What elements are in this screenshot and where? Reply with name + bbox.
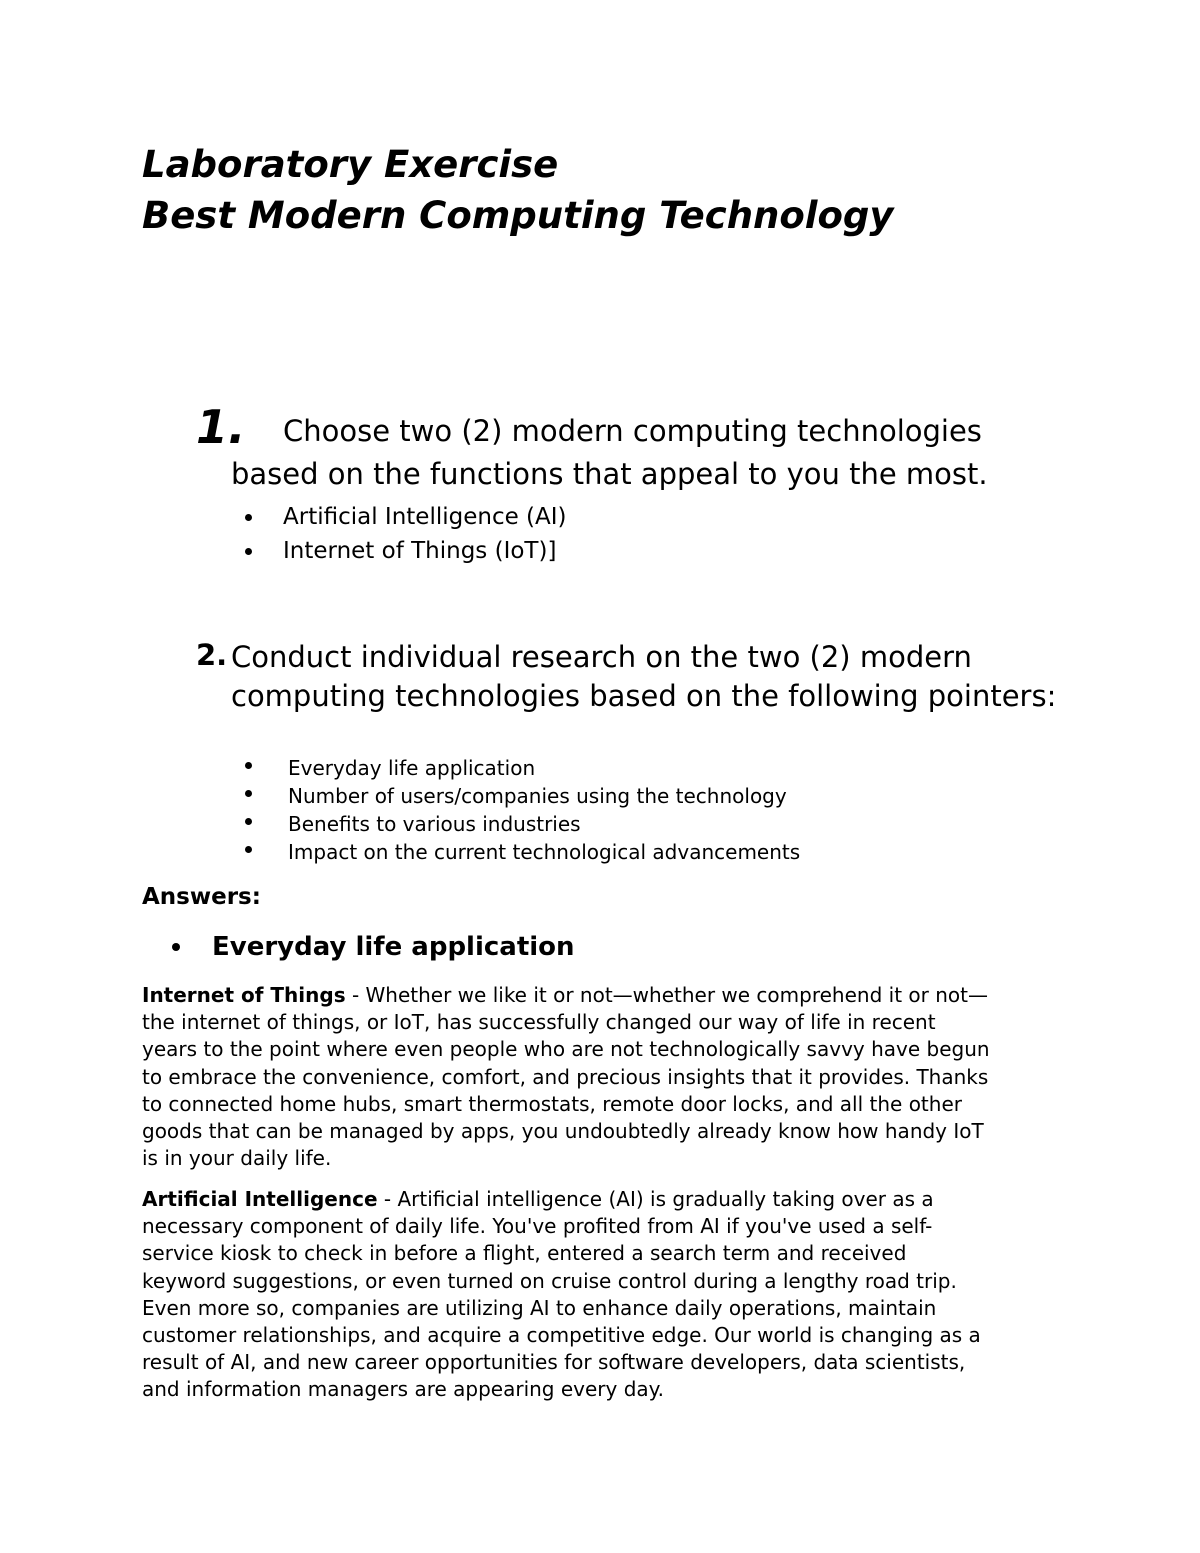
paragraph-line: the internet of things, or IoT, has successfully changed our way of life in recent [142, 1010, 936, 1035]
iot-paragraph [142, 982, 1062, 1172]
paragraph-line-text: - Artificial intelligence (AI) is gradually taking over as a [377, 1187, 934, 1211]
answer-subheading-label: Everyday life application [212, 932, 575, 962]
paragraph-line [142, 1186, 1062, 1213]
list-item-label: Number of users/companies using the technology [288, 784, 787, 808]
bullet-icon [172, 943, 180, 951]
question1-number: 1. [196, 400, 246, 454]
bullet-icon [245, 762, 252, 769]
list-item [245, 754, 800, 782]
ai-paragraph [142, 1186, 1062, 1404]
question2-pointers-list [245, 754, 800, 866]
list-item [245, 838, 800, 866]
bullet-icon [245, 846, 252, 853]
paragraph-line: to connected home hubs, smart thermostats, remote door locks, and all the other [142, 1091, 962, 1116]
list-item [245, 810, 800, 838]
question1-choices-list [245, 500, 567, 568]
list-item [245, 534, 567, 568]
list-item-label: Benefits to various industries [288, 812, 581, 836]
question2-number: 2. [196, 638, 228, 672]
list-item [245, 782, 800, 810]
list-item-label: Everyday life application [288, 756, 536, 780]
answer-subheading [172, 934, 575, 960]
paragraph-line [142, 982, 1062, 1009]
paragraph-line: result of AI, and new career opportunities for software developers, data scientists, [142, 1350, 966, 1375]
question1-text-line1: Choose two (2) modern computing technologies [283, 414, 982, 448]
paragraph-line: to embrace the convenience, comfort, and precious insights that it provides. Thanks [142, 1064, 989, 1089]
question2-text: Conduct individual research on the two (2) modern computing technologies based on the following pointers: [231, 640, 1057, 713]
paragraph-line: keyword suggestions, or even turned on cruise control during a lengthy road trip. [142, 1268, 957, 1293]
paragraph-line: Even more so, companies are utilizing AI to enhance daily operations, maintain [142, 1295, 937, 1320]
list-item-label: Internet of Things (IoT)] [283, 538, 557, 564]
bullet-icon [245, 818, 252, 825]
paragraph-line: and information managers are appearing every day. [142, 1377, 665, 1402]
paragraph-line: goods that can be managed by apps, you undoubtedly already know how handy IoT [142, 1119, 984, 1144]
question1-text-line2: based on the functions that appeal to you the most. [231, 457, 988, 491]
paragraph-line: customer relationships, and acquire a competitive edge. Our world is changing as a [142, 1323, 981, 1348]
paragraph-line: is in your daily life. [142, 1146, 332, 1171]
paragraph-line: years to the point where even people who are not technologically savvy have begun [142, 1037, 990, 1062]
list-item-label: Artificial Intelligence (AI) [283, 504, 567, 530]
document-title-line1: Laboratory Exercise [142, 143, 559, 186]
paragraph-line: necessary component of daily life. You've profited from AI if you've used a self- [142, 1214, 933, 1239]
paragraph-line: service kiosk to check in before a flight, entered a search term and received [142, 1241, 907, 1266]
list-item-label: Impact on the current technological advancements [288, 840, 801, 864]
ai-term: Artificial Intelligence [142, 1187, 378, 1211]
bullet-icon [245, 548, 252, 555]
bullet-icon [245, 790, 252, 797]
list-item [245, 500, 567, 534]
iot-term: Internet of Things [142, 983, 346, 1007]
document-title-line2: Best Modern Computing Technology [142, 194, 894, 237]
answers-heading: Answers: [142, 884, 261, 910]
paragraph-line-text: - Whether we like it or not—whether we comprehend it or not— [345, 983, 988, 1007]
bullet-icon [245, 514, 252, 521]
